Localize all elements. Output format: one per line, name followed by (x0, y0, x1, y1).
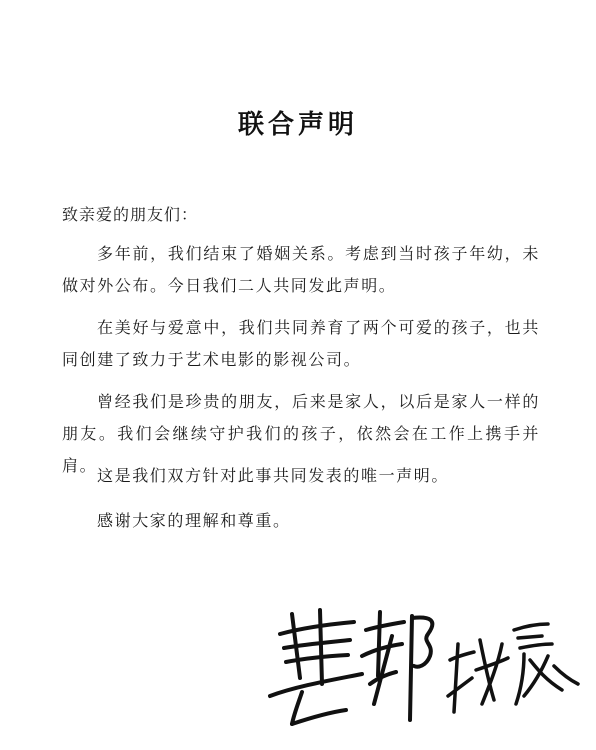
signature-stroke-group-1 (270, 610, 362, 724)
handwritten-signature-icon (262, 600, 582, 730)
paragraph-2: 在美好与爱意中，我们共同养育了两个可爱的孩子，也共同创建了致力于艺术电影的影视公司。 (62, 318, 540, 369)
paragraph-1: 多年前，我们结束了婚姻关系。考虑到当时孩子年幼，未做对外公布。今日我们二人共同发此声明。 (62, 244, 540, 295)
signature-stroke-group-2 (362, 612, 432, 720)
statement-title: 联合声明 (237, 110, 358, 140)
signature-stroke-group-3 (448, 640, 508, 712)
paragraph-4: 这是我们双方针对此事共同发表的唯一声明。 (97, 466, 450, 485)
paragraph-5: 感谢大家的理解和尊重。 (97, 511, 291, 530)
paragraph-3: 曾经我们是珍贵的朋友，后来是家人，以后是家人一样的朋友。我们会继续守护我们的孩子，依然会在工作上携手并肩。 (62, 392, 540, 475)
signature-stroke-group-4 (514, 624, 578, 704)
greeting-line: 致亲爱的朋友们： (62, 205, 199, 224)
